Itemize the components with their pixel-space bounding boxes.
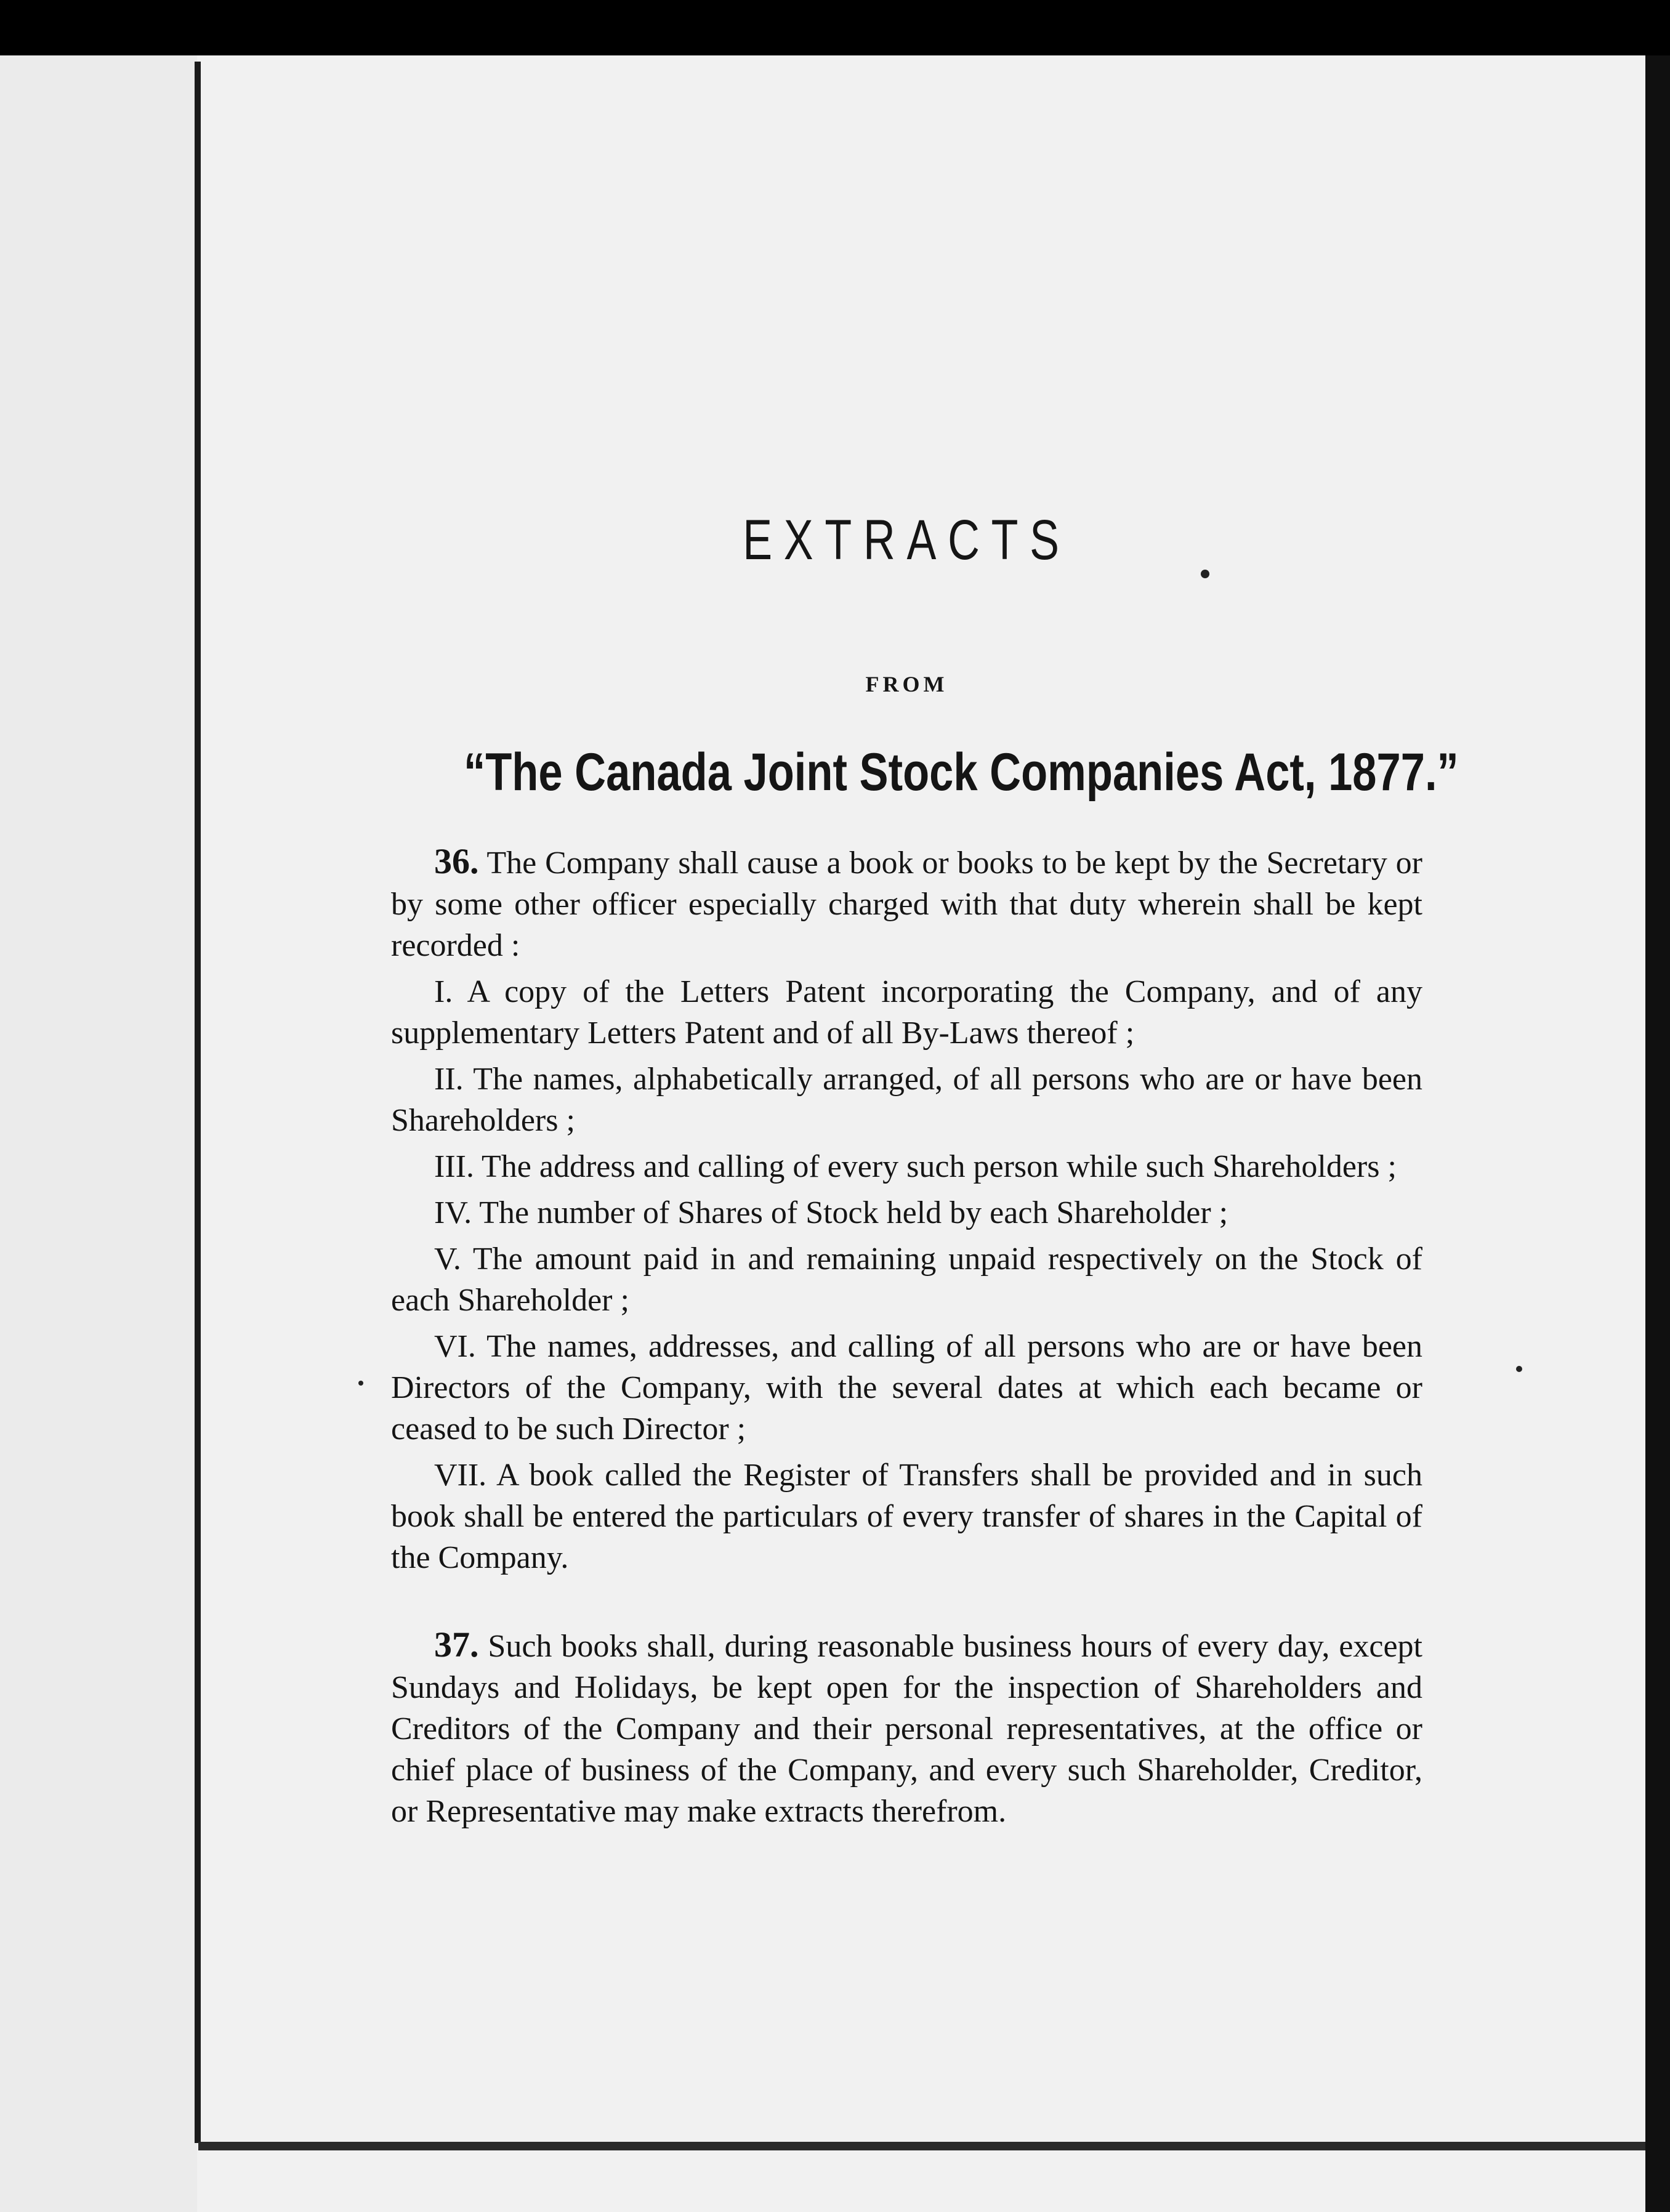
section-36-item bbox=[391, 1146, 1422, 1187]
item-numeral: III. bbox=[434, 1149, 474, 1184]
section-gap bbox=[391, 1583, 1422, 1624]
section-36-item bbox=[391, 971, 1422, 1054]
item-numeral: VII. bbox=[434, 1458, 487, 1493]
item-text: The amount paid in and remaining unpaid respectively on the Stock of each Shareholder ; bbox=[391, 1241, 1422, 1318]
section-text: Such books shall, during reasonable business hours of every day, except Sundays and Holidays, be kept open for the inspection of Shareholders and Creditors of the Company and their personal representatives, at the office or chief place of business of the Company, and every such Shareholder, Creditor, or Representative may make extracts therefrom. bbox=[391, 1629, 1423, 1829]
item-text: The number of Shares of Stock held by each Shareholder ; bbox=[479, 1195, 1228, 1230]
section-36-item bbox=[391, 1059, 1422, 1141]
item-numeral: V. bbox=[434, 1241, 461, 1277]
section-number: 36. bbox=[434, 841, 479, 881]
act-title: “The Canada Joint Stock Companies Act, 1877.” bbox=[463, 743, 1459, 802]
section-number: 37. bbox=[434, 1625, 479, 1665]
left-page-margin bbox=[0, 55, 197, 2212]
item-text: The address and calling of every such person while such Shareholders ; bbox=[482, 1149, 1397, 1184]
document-title: EXTRACTS bbox=[743, 509, 1071, 571]
item-numeral: IV. bbox=[434, 1195, 472, 1230]
section-36-item bbox=[391, 1238, 1422, 1321]
section-36-item bbox=[391, 1455, 1422, 1578]
item-numeral: II. bbox=[434, 1062, 464, 1097]
item-numeral: VI. bbox=[434, 1329, 476, 1364]
ink-speck bbox=[1516, 1366, 1522, 1372]
page-spine-edge bbox=[195, 62, 201, 2143]
scan-right-border bbox=[1645, 55, 1670, 2212]
section-36-intro bbox=[391, 841, 1422, 966]
scanned-page bbox=[0, 55, 1670, 2212]
section-36-item bbox=[391, 1192, 1422, 1233]
body-text bbox=[391, 841, 1422, 1837]
page-bottom-edge bbox=[198, 2142, 1670, 2150]
from-label: FROM bbox=[865, 672, 948, 696]
item-numeral: I. bbox=[434, 974, 453, 1009]
item-text: The names, addresses, and calling of all persons who are or have been Directors of the Company, with the several dates at which each became or ceased to be such Director ; bbox=[391, 1329, 1422, 1447]
ink-speck bbox=[358, 1381, 363, 1386]
item-text: A copy of the Letters Patent incorporating the Company, and of any supplementary Letters Patent and of all By-Laws thereof ; bbox=[391, 974, 1422, 1051]
item-text: A book called the Register of Transfers shall be provided and in such book shall be entered the particulars of every transfer of shares in the Capital of the Company. bbox=[391, 1458, 1422, 1575]
section-36-item bbox=[391, 1326, 1422, 1450]
section-text: The Company shall cause a book or books to be kept by the Secretary or by some other officer especially charged with that duty wherein shall be kept recorded : bbox=[391, 846, 1423, 963]
item-text: The names, alphabetically arranged, of all persons who are or have been Shareholders ; bbox=[391, 1062, 1423, 1138]
section-37 bbox=[391, 1624, 1422, 1832]
